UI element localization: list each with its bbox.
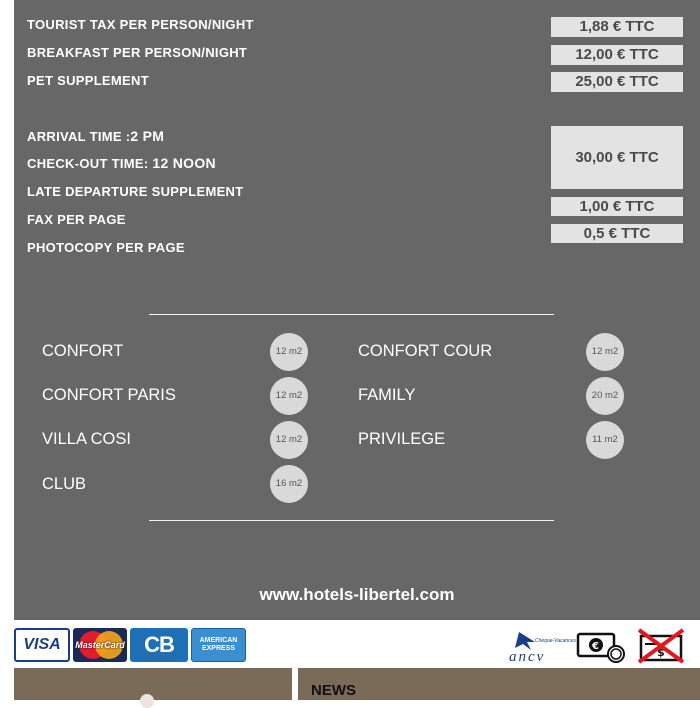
payment-methods-bar bbox=[0, 620, 700, 668]
room-size-badge: 20 m2 bbox=[586, 377, 624, 415]
hotel-info-panel bbox=[14, 0, 700, 620]
visa-logo: VISA bbox=[14, 628, 70, 662]
decorative-knob bbox=[140, 694, 154, 708]
room-confort-paris[interactable]: CONFORT PARIS bbox=[42, 386, 176, 404]
photocopy-price: 0,5 € TTC bbox=[551, 224, 683, 243]
promo-image-panel[interactable] bbox=[14, 668, 292, 700]
checkout-value: 12 NOON bbox=[152, 155, 216, 171]
photocopy-label: PHOTOCOPY PER PAGE bbox=[27, 240, 185, 255]
late-departure-price: 30,00 € TTC bbox=[551, 126, 683, 189]
room-family[interactable]: FAMILY bbox=[358, 386, 416, 404]
breakfast-price: 12,00 € TTC bbox=[551, 45, 683, 65]
amex-line2: EXPRESS bbox=[201, 645, 236, 652]
bottom-divider bbox=[149, 520, 554, 521]
euro-cash-icon bbox=[576, 630, 628, 664]
website-link[interactable]: www.hotels-libertel.com bbox=[259, 585, 455, 604]
room-confort[interactable]: CONFORT bbox=[42, 342, 124, 360]
arrival-time bbox=[27, 128, 164, 144]
amex-logo bbox=[191, 628, 246, 662]
checkout-time bbox=[27, 155, 216, 171]
mastercard-logo bbox=[73, 628, 127, 662]
room-villa-cosi[interactable]: VILLA COSI bbox=[42, 430, 131, 448]
ancv-sub: Chèque-Vacances bbox=[535, 638, 576, 644]
fax-label: FAX PER PAGE bbox=[27, 212, 126, 227]
news-panel bbox=[298, 668, 700, 700]
late-departure-label: LATE DEPARTURE SUPPLEMENT bbox=[27, 184, 244, 199]
room-size-badge: 12 m2 bbox=[270, 421, 308, 459]
fax-price: 1,00 € TTC bbox=[551, 197, 683, 216]
room-size-badge: 12 m2 bbox=[270, 377, 308, 415]
svg-text:€: € bbox=[592, 641, 599, 652]
ancv-text: ancv bbox=[509, 649, 546, 665]
news-title: NEWS bbox=[311, 682, 356, 699]
room-size-badge: 11 m2 bbox=[586, 421, 624, 459]
room-size-badge: 12 m2 bbox=[586, 333, 624, 371]
cb-logo: CB bbox=[130, 628, 188, 662]
pet-supplement-label: PET SUPPLEMENT bbox=[27, 73, 149, 88]
room-club[interactable]: CLUB bbox=[42, 475, 87, 493]
svg-text:$: $ bbox=[657, 646, 665, 659]
ancv-logo bbox=[505, 628, 576, 665]
top-divider bbox=[149, 314, 554, 315]
room-size-badge: 12 m2 bbox=[270, 333, 308, 371]
tourist-tax-label: TOURIST TAX PER PERSON/NIGHT bbox=[27, 17, 254, 32]
amex-line1: AMERICAN bbox=[199, 637, 238, 644]
room-privilege[interactable]: PRIVILEGE bbox=[358, 430, 446, 448]
no-cheque-icon bbox=[635, 626, 687, 664]
pet-supplement-price: 25,00 € TTC bbox=[551, 72, 683, 92]
arrival-value: 2 PM bbox=[130, 128, 165, 144]
checkout-label: CHECK-OUT TIME: bbox=[27, 156, 153, 171]
mastercard-label: MasterCard bbox=[75, 640, 125, 650]
tourist-tax-price: 1,88 € TTC bbox=[551, 17, 683, 37]
room-confort-cour[interactable]: CONFORT COUR bbox=[358, 342, 493, 360]
breakfast-label: BREAKFAST PER PERSON/NIGHT bbox=[27, 45, 248, 60]
arrival-label: ARRIVAL TIME : bbox=[27, 129, 131, 144]
room-size-badge: 16 m2 bbox=[270, 465, 308, 503]
